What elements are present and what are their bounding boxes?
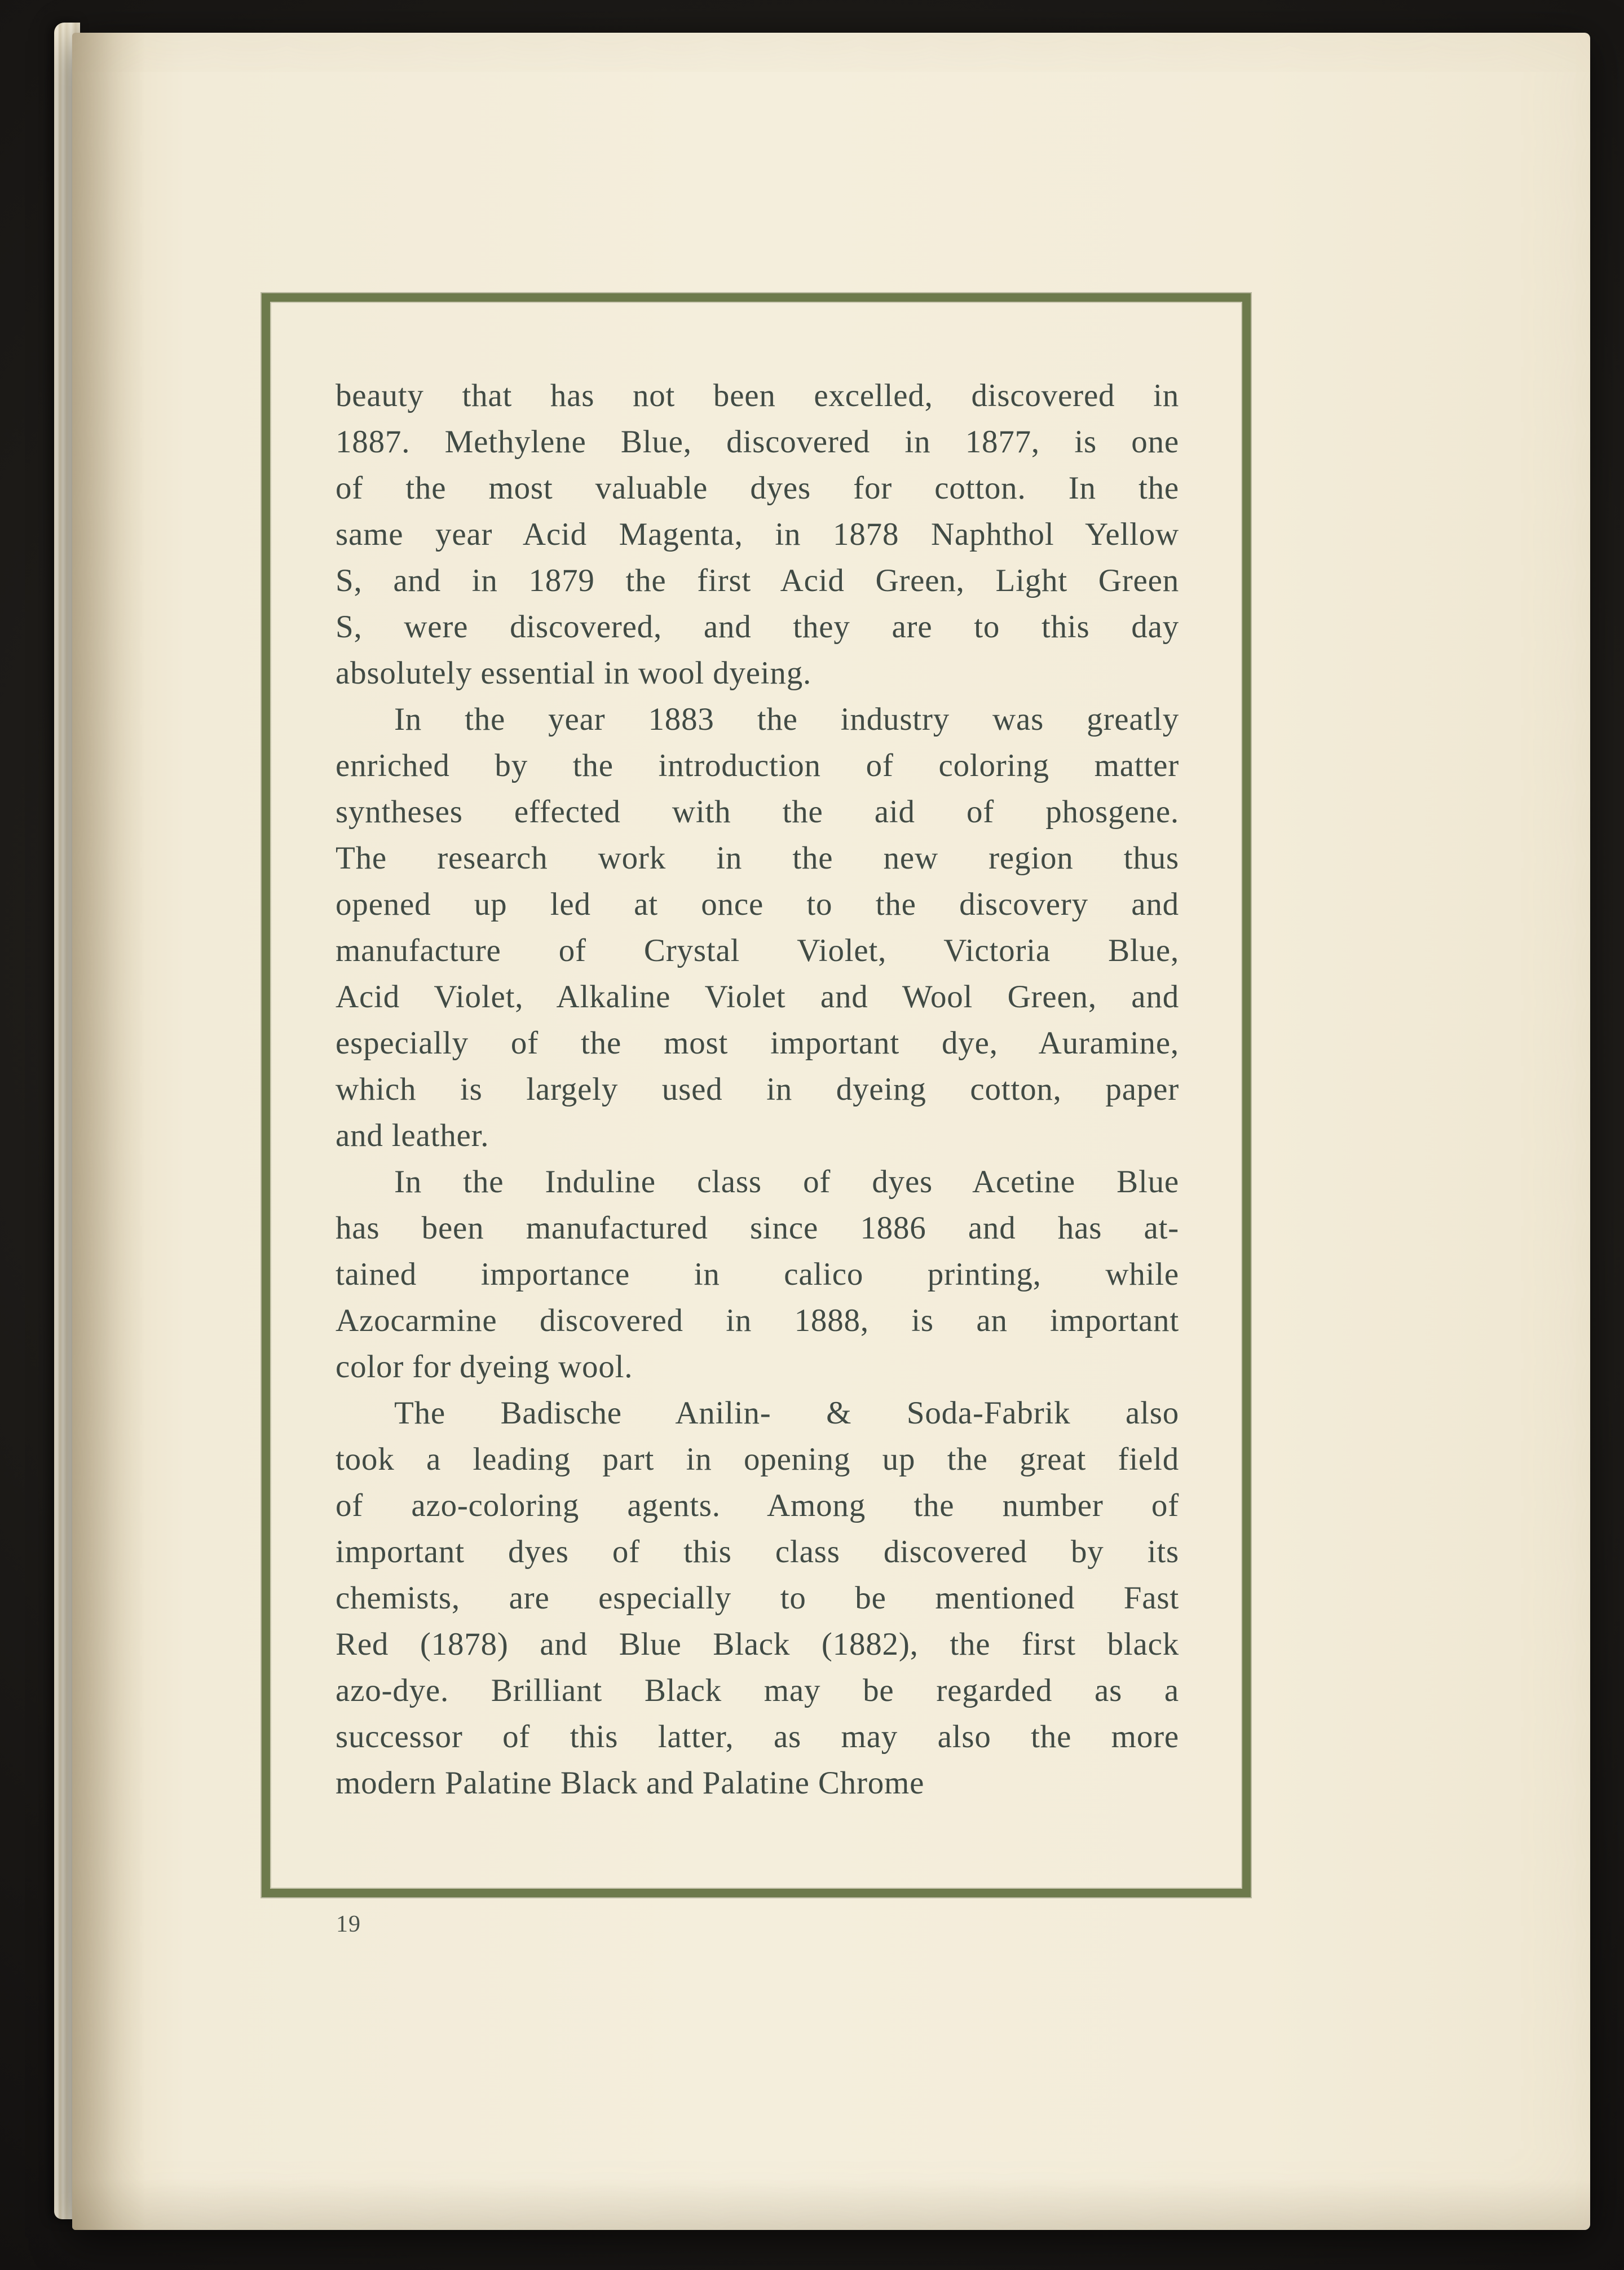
text-line: S, and in 1879 the first Acid Green, Light Green (336, 563, 1179, 598)
text-line: chemists, are especially to be mentioned Fast (336, 1580, 1179, 1616)
text-line: syntheses effected with the aid of phosgene. (336, 794, 1179, 830)
text-line: enriched by the introduction of coloring matter (336, 748, 1179, 783)
text-line: S, were discovered, and they are to this day (336, 609, 1179, 645)
text-line: absolutely essential in wool dyeing. (336, 655, 812, 691)
text-line: color for dyeing wool. (336, 1349, 633, 1385)
text-line: and leather. (336, 1118, 489, 1153)
body-text (336, 373, 1179, 1806)
text-line: of the most valuable dyes for cotton. In the (336, 470, 1179, 506)
text-line: azo-dye. Brilliant Black may be regarded as a (336, 1673, 1179, 1708)
paragraph (336, 1390, 1179, 1806)
text-line: Red (1878) and Blue Black (1882), the first black (336, 1627, 1179, 1662)
text-line: manufacture of Crystal Violet, Victoria Blue, (336, 933, 1179, 968)
text-line: In the year 1883 the industry was greatly (394, 702, 1179, 737)
page-number: 19 (336, 1911, 361, 1937)
paragraph (336, 373, 1179, 697)
text-line: important dyes of this class discovered by its (336, 1534, 1179, 1570)
text-line: modern Palatine Black and Palatine Chrome (336, 1765, 925, 1801)
text-line: which is largely used in dyeing cotton, paper (336, 1072, 1179, 1107)
paragraph (336, 1159, 1179, 1390)
text-line: Azocarmine discovered in 1888, is an important (336, 1303, 1179, 1338)
text-line: same year Acid Magenta, in 1878 Naphthol Yellow (336, 517, 1179, 552)
text-line: beauty that has not been excelled, discovered in (336, 378, 1179, 413)
text-line: Acid Violet, Alkaline Violet and Wool Green, and (336, 979, 1179, 1015)
text-line: has been manufactured since 1886 and has at- (336, 1210, 1179, 1246)
book-page (72, 33, 1590, 2230)
text-line: The research work in the new region thus (336, 840, 1179, 876)
text-line: took a leading part in opening up the great field (336, 1442, 1179, 1477)
text-line: 1887. Methylene Blue, discovered in 1877, is one (336, 424, 1179, 460)
green-rule-frame (262, 293, 1251, 1897)
text-line: especially of the most important dye, Auramine, (336, 1025, 1179, 1061)
text-line: successor of this latter, as may also the more (336, 1719, 1179, 1755)
text-line: In the Induline class of dyes Acetine Blue (394, 1164, 1179, 1200)
paragraph (336, 697, 1179, 1159)
text-line: opened up led at once to the discovery and (336, 887, 1179, 922)
text-line: of azo-coloring agents. Among the number of (336, 1488, 1179, 1523)
text-line: tained importance in calico printing, while (336, 1257, 1179, 1292)
text-line: The Badische Anilin- & Soda-Fabrik also (394, 1395, 1179, 1431)
